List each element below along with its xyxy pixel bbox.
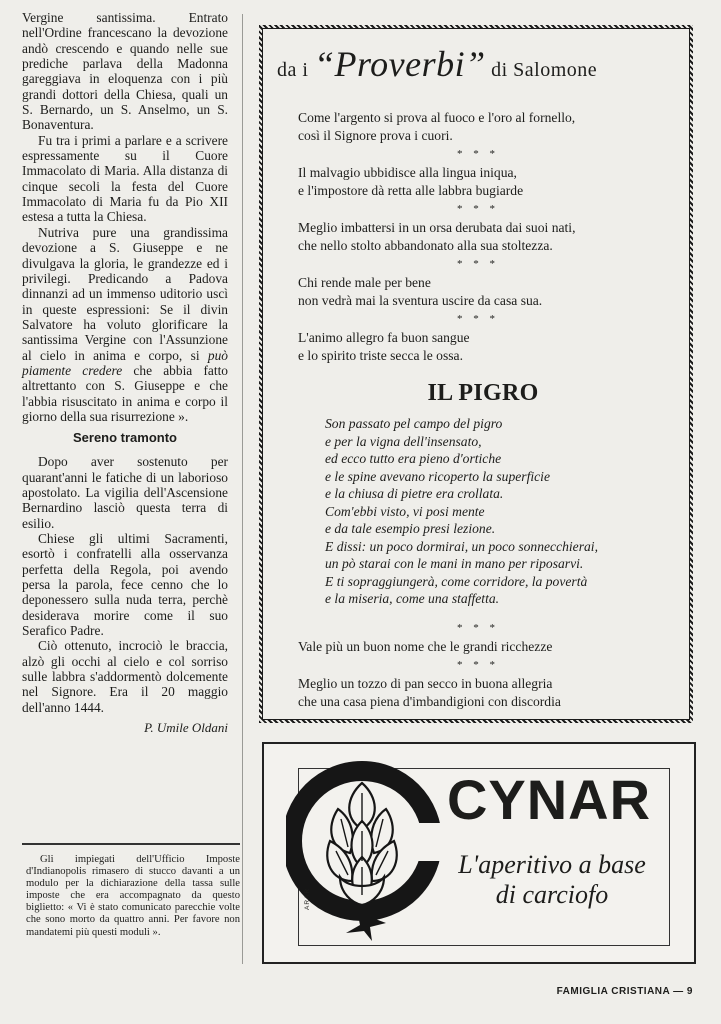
article-paragraph — [22, 225, 228, 424]
pigro-heading: IL PIGRO — [427, 380, 539, 406]
slogan-line: L'aperitivo a base — [458, 850, 646, 879]
star-separator: * * * — [457, 621, 499, 634]
pigro-line: e la miseria, come una staffetta. — [325, 591, 500, 606]
article-paragraph: Dopo aver sostenuto per quarant'anni le fatiche di un laborioso apostolato. La vigilia dell'Ascensione Bernardino lasciò questa terra di esilio. — [22, 454, 228, 531]
title-prefix: da i — [277, 59, 309, 81]
artist-signature: ARAR — [304, 887, 311, 910]
saying-line: e lo spirito triste secca le ossa. — [298, 347, 463, 363]
article-paragraph: Vergine santissima. Entrato nell'Ordine francescano la devozione andò crescendo e quando nelle sue prediche parlava della Madonna gareggiava in eloquenza con i più grandi dottori della Chiesa, quali un S. Bernardo, un S. Anselmo, un S. Bonaventura. — [22, 10, 228, 133]
proverbi-title — [277, 43, 677, 85]
star-separator: * * * — [457, 148, 499, 160]
pigro-line: e le spine avevano ricoperto la superficie — [325, 468, 550, 484]
pigro-line: e per la vigna dell'insensato, — [325, 433, 482, 449]
saying-line: Meglio un tozzo di pan secco in buona allegria — [298, 676, 553, 691]
author-signature: P. Umile Oldani — [144, 720, 228, 736]
star-separator: * * * — [457, 258, 499, 270]
pigro-line: Son passato pel campo del pigro — [325, 416, 503, 431]
star-separator: * * * — [457, 659, 499, 671]
pigro-line: e la chiusa di pietre era crollata. — [325, 486, 504, 501]
slogan-line: di carciofo — [495, 880, 609, 909]
anecdote-note: Gli impiegati dell'Ufficio Imposte d'Indianopolis rimasero di stucco davanti a un modulo per la dichiarazione della tassa sulle imposte che era accompagnato da questo biglietto: « Vi è stato comunicato parecchie volte che sono morto da quattro anni. Per favore non mandatemi più questi moduli ». — [26, 854, 240, 938]
article-paragraph: Fu tra i primi a parlare e a scrivere espressamente su il Cuore Immacolato di Maria. Alla distanza di cinque secoli la festa del Cuore Immacolato di Maria fu da Pio XII estesa a tutta la Chiesa. — [22, 132, 228, 225]
cynar-advertisement — [262, 742, 696, 964]
article-column — [22, 10, 228, 736]
pigro-line: Com'ebbi visto, vi posi mente — [325, 503, 485, 519]
proverbi-body — [298, 109, 668, 710]
article-paragraph-text: che abbia fatto altrettanto con S. Giuseppe e che l'abbia risuscitato in anima e corpo il giorno della sua risurrezione ». — [22, 362, 228, 424]
saying-line: e l'impostore dà retta alle labbra bugiarde — [298, 182, 524, 198]
pigro-line: ed ecco tutto era pieno d'ortiche — [325, 451, 502, 466]
saying-line: L'animo allegro fa buon sangue — [298, 330, 470, 345]
italic-phrase: può piamente credere — [22, 347, 228, 378]
saying-line: Meglio imbattersi in un orsa derubata dai suoi nati, — [298, 220, 576, 235]
brand-name: CYNAR — [446, 768, 652, 831]
column-separator — [22, 843, 240, 845]
article-paragraph: Chiese gli ultimi Sacramenti, esortò i confratelli alla osservanza perfetta della Regola, poi avendo persa la parola, fece cenno che lo deponessero sulla nuda terra, perchè desiderava morire come il suo Serafico Padre. — [22, 531, 228, 639]
pigro-line: E ti sopraggiungerà, come corridore, la povertà — [325, 573, 588, 589]
brand-slogan — [427, 850, 677, 910]
page-footer: FAMIGLIA CRISTIANA — 9 — [556, 986, 693, 997]
article-paragraph-text: Nutriva pure una grandissima devozione a S. Giuseppe e ne divulgava la gloria, le grandezze ed i privilegi. Predicando a Padova dinnanzi ad un immenso uditorio uscì in queste espressioni: Se il divin Salvatore ha voluto glorificare la santissima Vergine con l'Assunzione al cielo in anima e corpo, si — [22, 224, 228, 363]
saying-line: così il Signore prova i cuori. — [298, 127, 453, 143]
star-separator: * * * — [457, 203, 499, 215]
pigro-line: E dissi: un poco dormirai, un poco sonnecchierai, — [325, 538, 598, 554]
pigro-line: un pò starai con le mani in mano per riposarvi. — [325, 556, 584, 571]
column-divider — [242, 14, 243, 964]
title-main: “Proverbi” — [313, 44, 486, 84]
saying-line: che nello stolto abbandonato alla sua stoltezza. — [298, 237, 553, 253]
pigro-line: e da tale esempio presi lezione. — [325, 521, 496, 536]
star-separator: * * * — [457, 313, 499, 325]
saying-line: Chi rende male per bene — [298, 275, 431, 290]
article-paragraph: Ciò ottenuto, incrociò le braccia, alzò gli occhi al cielo e col sorriso sulle labbra s'addormentò dolcemente nel Signore. Era il 20 maggio dell'anno 1444. — [22, 638, 228, 715]
saying-line: Vale più un buon nome che le grandi ricchezze — [298, 638, 553, 654]
article-subheading: Sereno tramonto — [72, 430, 177, 446]
proverbi-box — [259, 25, 693, 723]
title-suffix: di Salomone — [491, 59, 598, 81]
saying-line: non vedrà mai la sventura uscire da casa sua. — [298, 292, 543, 308]
saying-line: Il malvagio ubbidisce alla lingua iniqua, — [298, 165, 517, 180]
saying-line: che una casa piena d'imbandigioni con discordia — [298, 693, 561, 709]
proverbi-box-inner — [262, 28, 690, 720]
saying-line: Come l'argento si prova al fuoco e l'oro al fornello, — [298, 110, 576, 125]
